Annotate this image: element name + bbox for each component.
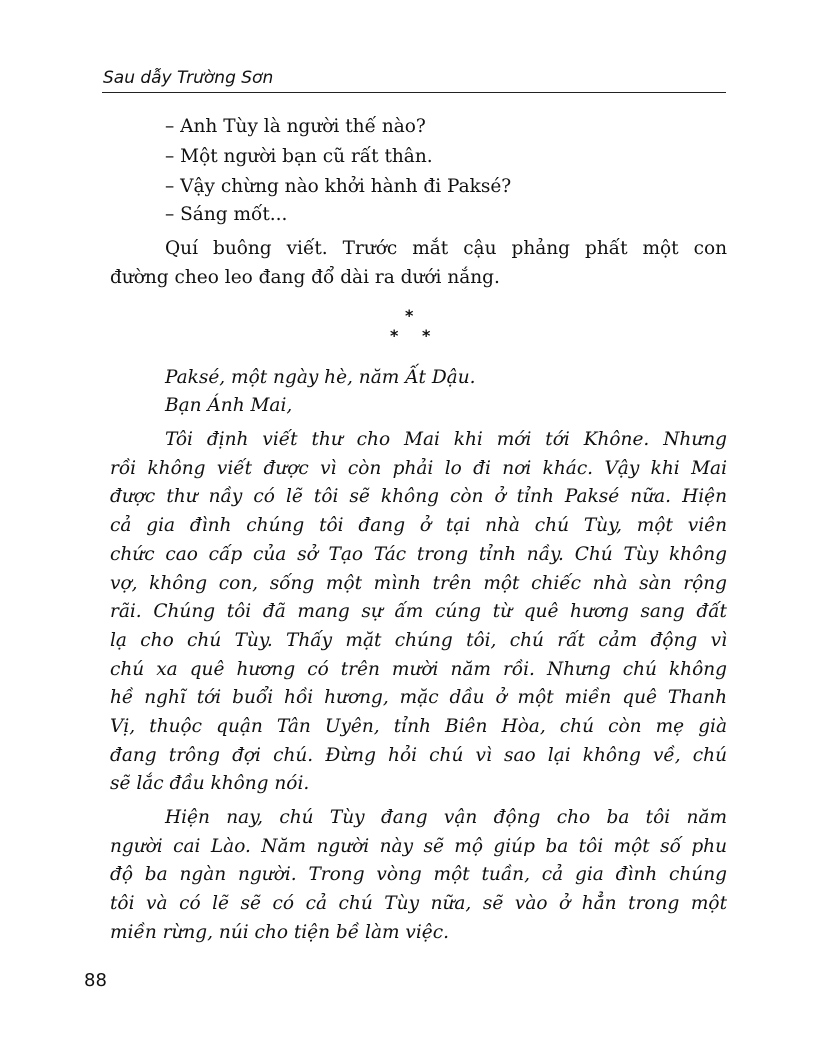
letter-line: đang trông đợi chú. Đừng hỏi chú vì sao lại không về, chú xyxy=(110,744,727,766)
letter-line: lạ cho chú Tùy. Thấy mặt chúng tôi, chú rất cảm động vì xyxy=(110,629,727,651)
letter-line: rãi. Chúng tôi đã mang sự ấm cúng từ quê hương sang đất xyxy=(110,601,727,623)
narration-line: Quí buông viết. Trước mắt cậu phảng phất một con xyxy=(165,238,727,259)
letter-line: độ ba ngàn người. Trong vòng một tuần, cả gia đình chúng xyxy=(110,864,727,886)
letter-line: miền rừng, núi cho tiện bề làm việc. xyxy=(110,921,449,943)
letter-dateline: Paksé, một ngày hè, năm Ất Dậu. xyxy=(165,367,476,388)
letter-line: sẽ lắc đầu không nói. xyxy=(110,773,310,795)
letter-line: hề nghĩ tới buổi hồi hương, mặc dầu ở một miền quê Thanh xyxy=(110,687,727,709)
separator-star: * xyxy=(405,306,414,325)
separator-star: * xyxy=(390,326,399,345)
letter-line: chú xa quê hương có trên mười năm rồi. Nhưng chú không xyxy=(110,658,727,680)
letter-line: vợ, không con, sống một mình trên một chiếc nhà sàn rộng xyxy=(110,572,727,594)
letter-line: được thư nầy có lẽ tôi sẽ không còn ở tỉnh Paksé nữa. Hiện xyxy=(110,486,727,508)
letter-line: Tôi định viết thư cho Mai khi mới tới Khône. Nhưng xyxy=(165,429,727,450)
letter-salutation: Bạn Ánh Mai, xyxy=(165,395,293,416)
letter-line: cả gia đình chúng tôi đang ở tại nhà chú Tùy, một viên xyxy=(110,515,727,537)
dialogue-line: – Sáng mốt... xyxy=(165,204,288,225)
dialogue-line: – Anh Tùy là người thế nào? xyxy=(165,116,426,137)
letter-line: người cai Lào. Năm người này sẽ mộ giúp ba tôi một số phu xyxy=(110,835,727,857)
header-rule xyxy=(102,92,726,93)
narration-line: đường cheo leo đang đổ dài ra dưới nắng. xyxy=(110,267,500,288)
letter-line: chức cao cấp của sở Tạo Tác trong tỉnh nầy. Chú Tùy không xyxy=(110,543,727,565)
separator-star: * xyxy=(422,326,431,345)
letter-line: Hiện nay, chú Tùy đang vận động cho ba tôi năm xyxy=(165,807,727,828)
page-number: 88 xyxy=(84,970,107,991)
letter-line: Vị, thuộc quận Tân Uyên, tỉnh Biên Hòa, chú còn mẹ già xyxy=(110,716,727,737)
letter-line: tôi và có lẽ sẽ có cả chú Tùy nữa, sẽ vào ở hẳn trong một xyxy=(110,893,727,915)
dialogue-line: – Vậy chừng nào khởi hành đi Paksé? xyxy=(165,176,512,197)
running-header: Sau dẫy Trường Sơn xyxy=(103,68,274,88)
letter-line: rồi không viết được vì còn phải lo đi nơi khác. Vậy khi Mai xyxy=(110,457,727,479)
dialogue-line: – Một người bạn cũ rất thân. xyxy=(165,146,433,167)
